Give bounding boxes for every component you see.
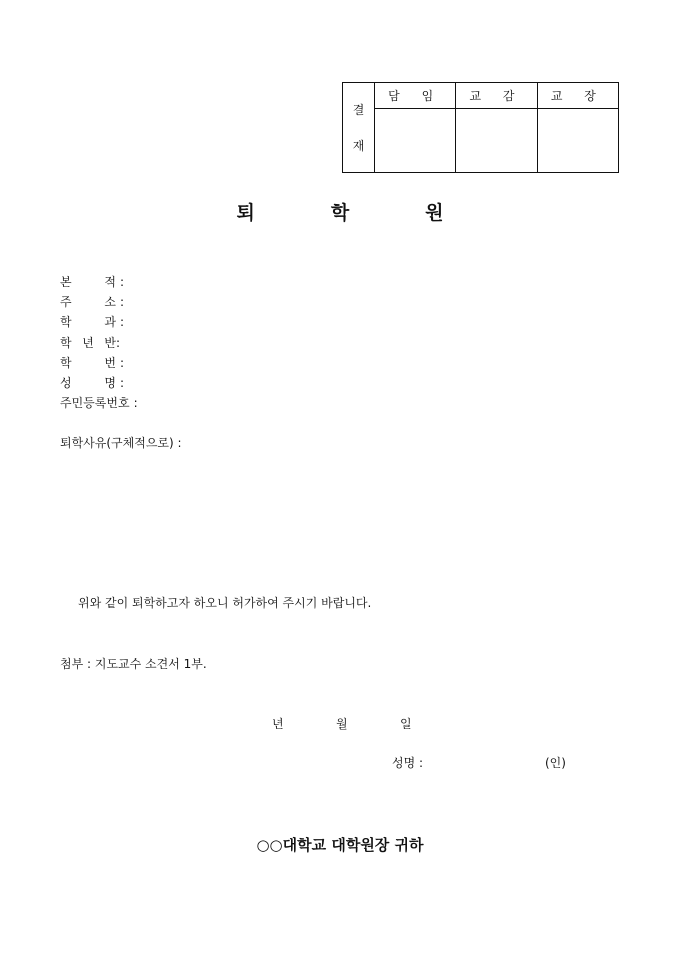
- field-label: 학 년 반: [60, 335, 116, 350]
- title-char-1: 퇴: [236, 202, 255, 224]
- date-line: [272, 715, 464, 732]
- field-label: 주민등록번호: [60, 396, 130, 411]
- field-resident-number[interactable]: [60, 393, 138, 413]
- field-colon: :: [120, 315, 125, 330]
- field-colon: :: [120, 295, 125, 310]
- field-student-number[interactable]: [60, 353, 138, 373]
- field-label: 학 과: [60, 315, 116, 330]
- approval-sign-vice-principal[interactable]: [456, 109, 537, 173]
- approval-label-top: 결: [352, 102, 365, 117]
- approval-label-cell: [343, 83, 375, 173]
- field-colon: :: [120, 355, 125, 370]
- field-colon: :: [120, 375, 125, 390]
- approval-box: [342, 82, 619, 173]
- signature-line: [392, 754, 572, 771]
- field-colon: :: [116, 335, 121, 350]
- approval-header-homeroom: 담 임: [375, 83, 456, 109]
- field-address[interactable]: [60, 292, 138, 312]
- approval-header-principal: 교 장: [537, 83, 618, 109]
- withdrawal-reason-label: 퇴학사유(구체적으로) :: [60, 436, 182, 450]
- document-title: [0, 198, 680, 225]
- request-sentence: 위와 같이 퇴학하고자 하오니 허가하여 주시기 바랍니다.: [78, 596, 372, 610]
- signature-label: 성명 :: [392, 756, 424, 770]
- field-domicile[interactable]: [60, 272, 138, 292]
- applicant-fields: [60, 272, 138, 413]
- field-label: 본 적: [60, 275, 116, 289]
- field-department[interactable]: [60, 312, 138, 332]
- field-label: 성 명: [60, 375, 116, 390]
- attachment-note: 첨부 : 지도교수 소견서 1부.: [60, 657, 207, 671]
- field-label: 주 소: [60, 295, 116, 310]
- field-name[interactable]: [60, 373, 138, 393]
- date-day: 일: [400, 717, 412, 731]
- date-year: 년: [272, 717, 284, 731]
- addressee: ○○대학교 대학원장 귀하: [256, 836, 424, 854]
- field-colon: :: [120, 275, 125, 289]
- approval-header-vice-principal: 교 감: [456, 83, 537, 109]
- approval-sign-principal[interactable]: [537, 109, 618, 173]
- field-colon: :: [133, 396, 138, 411]
- field-label: 학 번: [60, 355, 116, 370]
- title-char-2: 학: [330, 202, 350, 224]
- title-char-3: 원: [425, 202, 444, 224]
- seal-mark: (인): [545, 756, 566, 770]
- field-grade-class[interactable]: [60, 333, 138, 353]
- approval-sign-homeroom[interactable]: [375, 109, 456, 173]
- date-month: 월: [336, 717, 348, 731]
- approval-label-bottom: 재: [352, 138, 365, 153]
